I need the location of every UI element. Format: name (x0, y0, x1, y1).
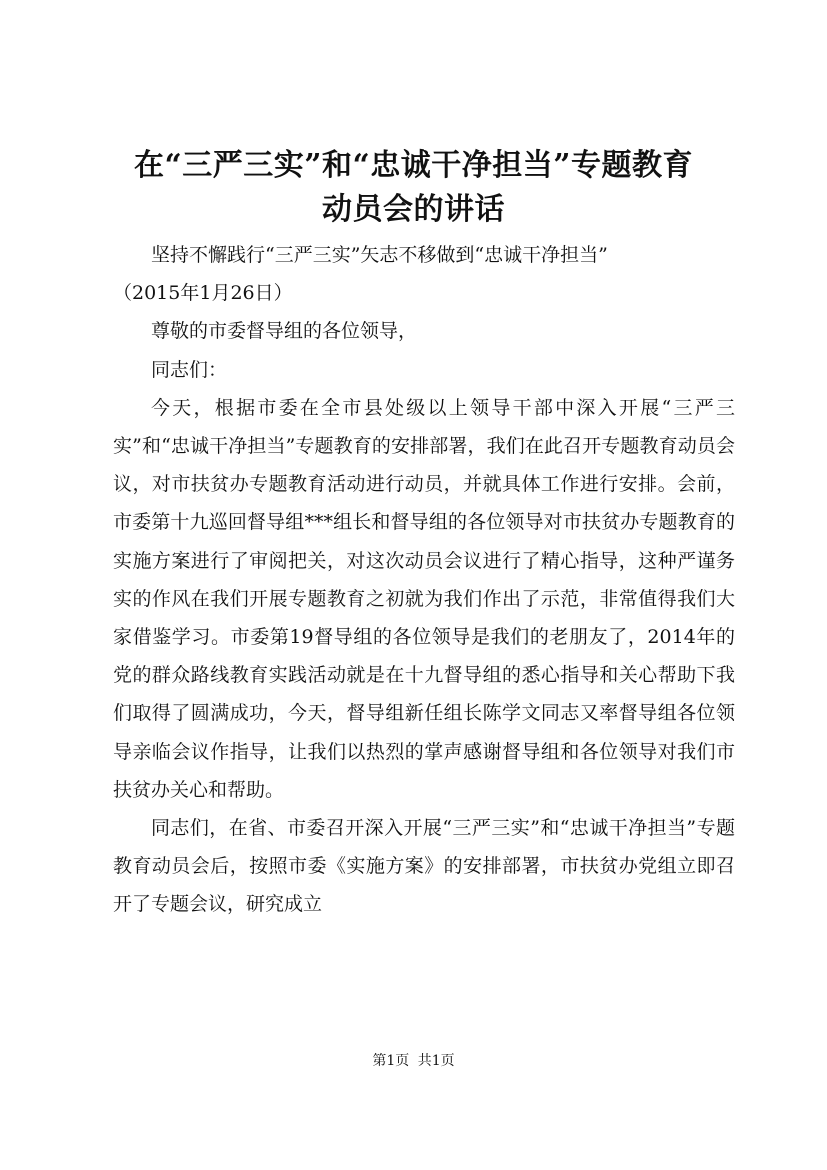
page-number: 第1页 (372, 1053, 410, 1069)
page-footer (0, 1050, 827, 1070)
document-date: （2015年1月26日） (113, 282, 293, 305)
document-title-line2: 动员会的讲话 (322, 192, 505, 227)
document-subtitle: 坚持不懈践行“三严三实”矢志不移做到“忠诚干净担当” (151, 244, 608, 266)
document-title-line1: 在“三严三实”和“忠诚干净担当”专题教育 (133, 148, 694, 183)
greeting: 同志们： (151, 358, 228, 381)
body-paragraph: 同志们，在省、市委召开深入开展“三严三实”和“忠诚干净担当”专题教育动员会后，按照市委《实施方案》的安排部署，市扶贫办党组立即召开了专题会议，研究成立 (113, 817, 735, 916)
document-body (113, 236, 735, 924)
page-total: 共1页 (417, 1053, 455, 1069)
body-paragraph: 今天，根据市委在全市县处级以上领导干部中深入开展“三严三实”和“忠诚干净担当”专题教育的安排部署，我们在此召开专题教育动员会议，对市扶贫办专题教育活动进行动员，并就具体工作进行安排。会前，市委第十九巡回督导组***组长和督导组的各位领导对市扶贫办专题教育的实施方案进行了审阅把关，对这次动员会议进行了精心指导，这种严谨务实的作风在我们开展专题教育之初就为我们作出了示范，非常值得我们大家借鉴学习。市委第19督导组的各位领导是我们的老朋友了，2014年的党的群众路线教育实践活动就是在十九督导组的悉心指导和关心帮助下我们取得了圆满成功，今天，督导组新任组长陈学文同志又率督导组各位领导亲临会议作指导，让我们以热烈的掌声感谢督导组和各位领导对我们市扶贫办关心和帮助。 (113, 396, 735, 801)
salutation: 尊敬的市委督导组的各位领导， (151, 320, 418, 343)
